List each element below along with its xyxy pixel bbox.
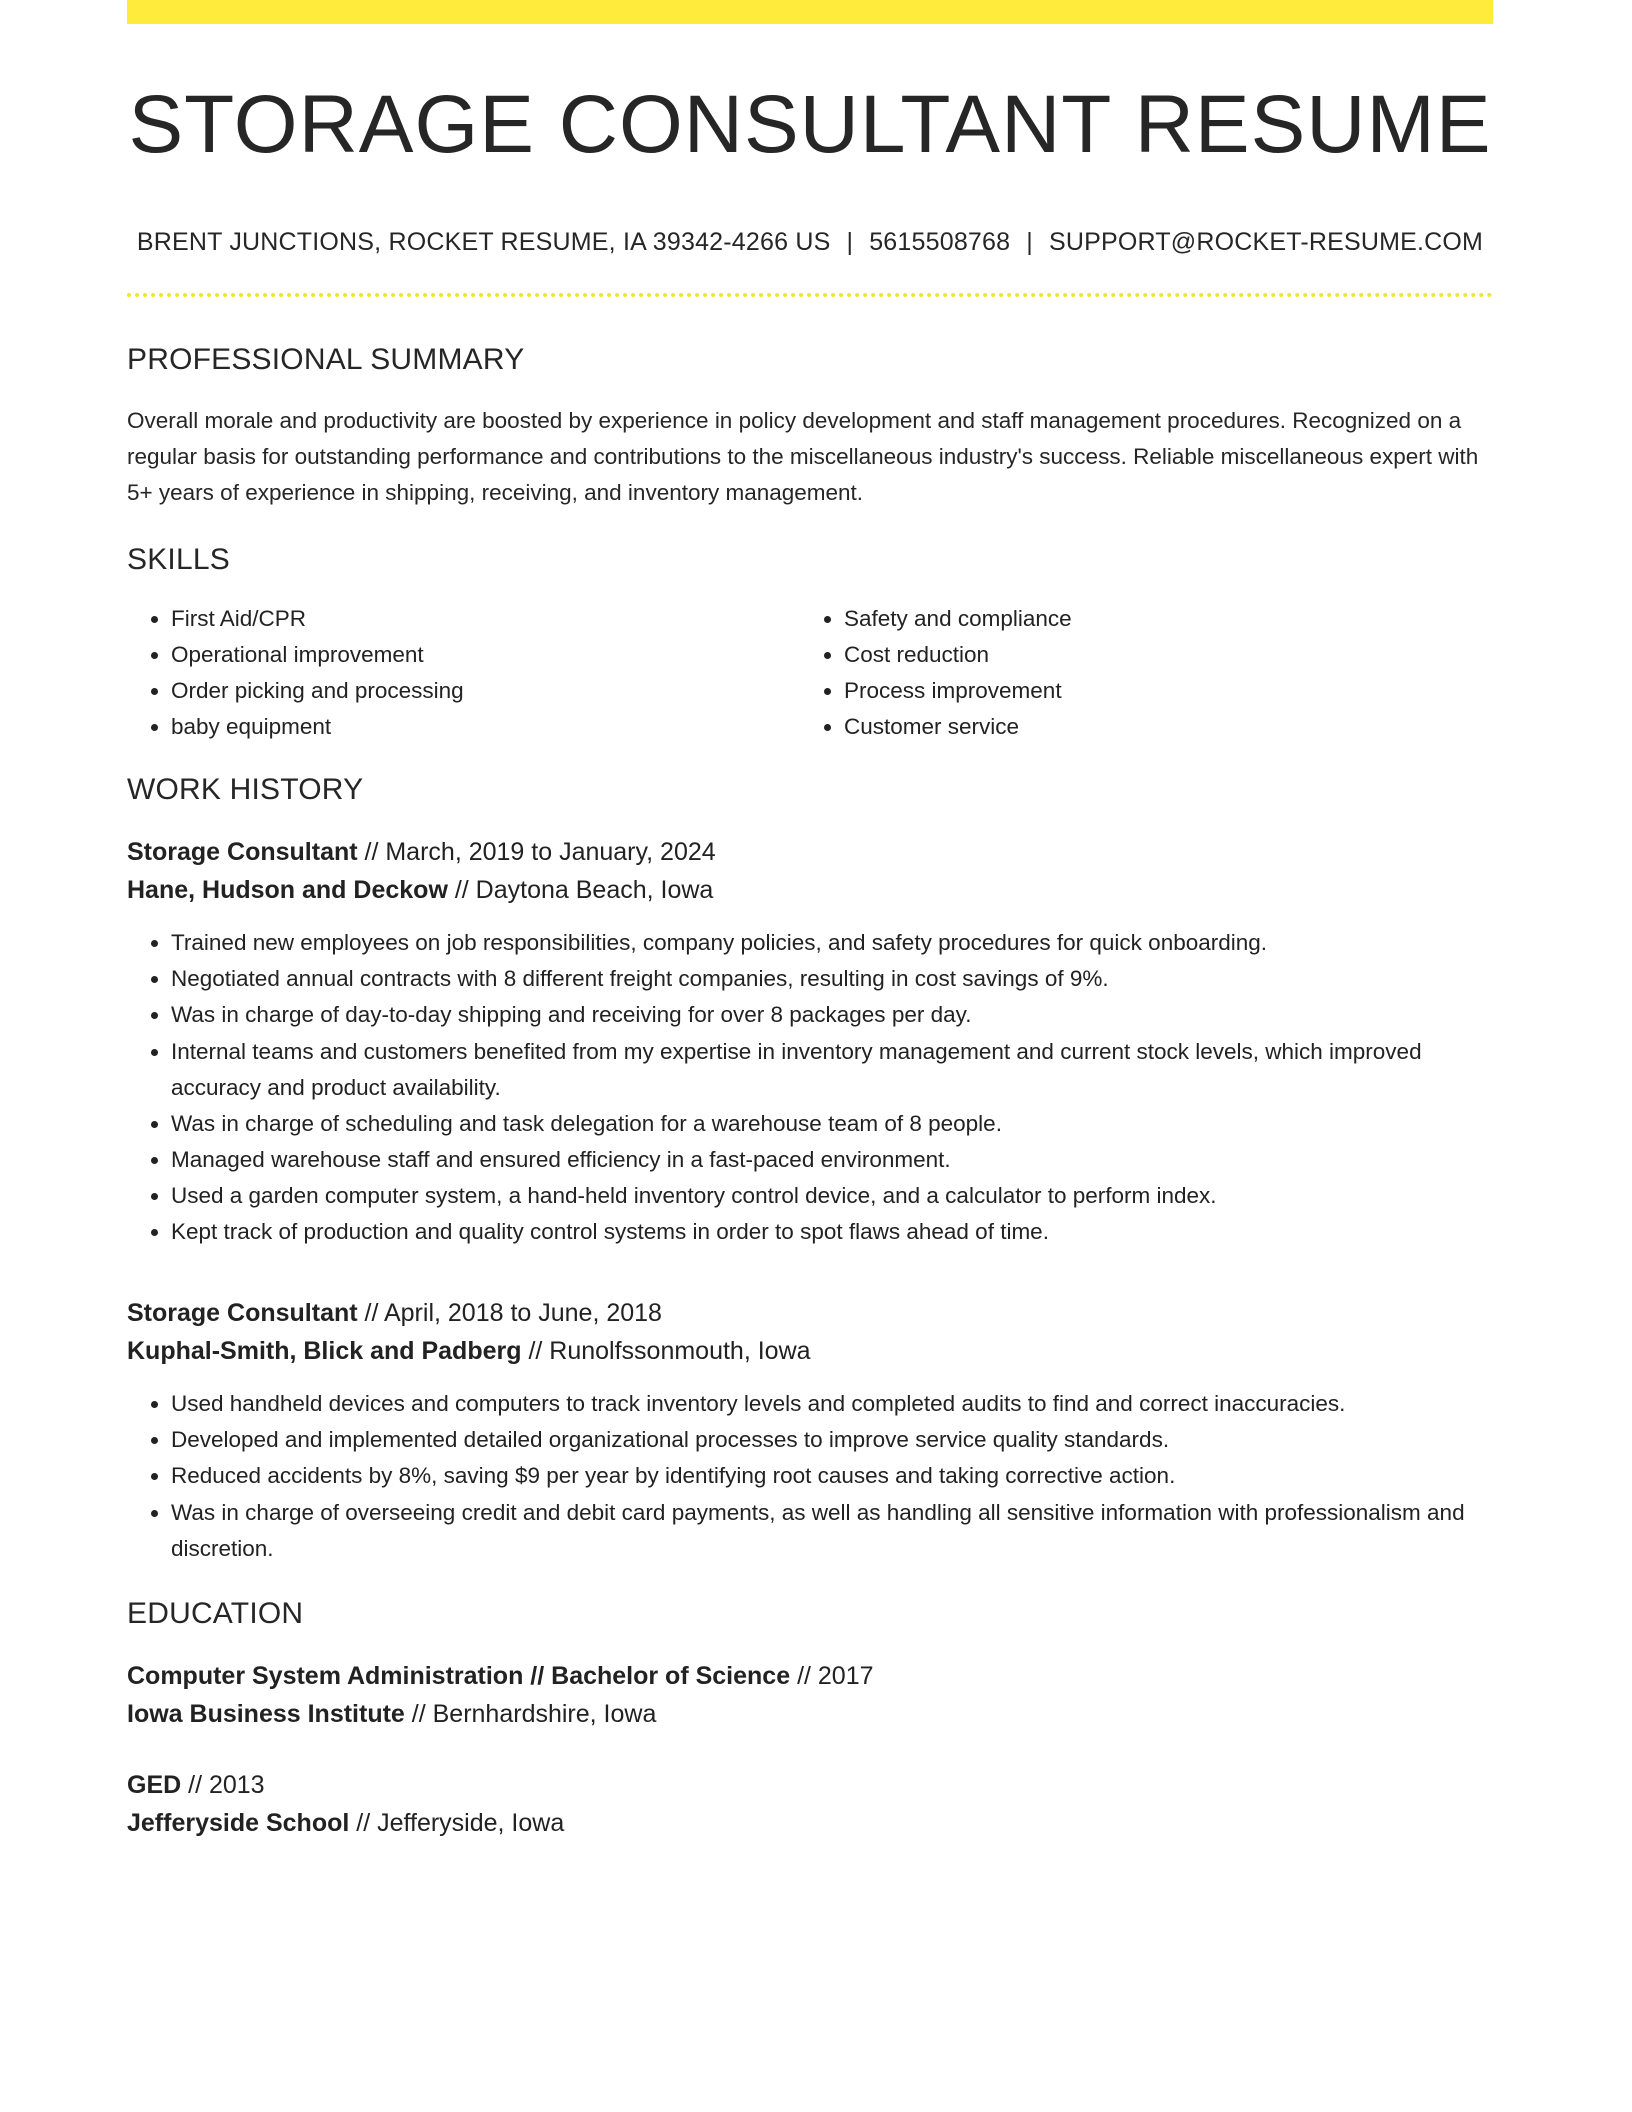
degree-line [127,1657,1493,1695]
job-bullets [127,1386,1493,1567]
job-bullet: • Used a garden computer system, a hand-held inventory control device, and a calculator to perform index. [171,1178,1493,1214]
skill-item: • baby equipment [171,709,800,745]
skill-item: • First Aid/CPR [171,601,800,637]
company-location: // Runolfssonmouth, Iowa [521,1337,811,1366]
skill-item: • Safety and compliance [844,601,1473,637]
job-bullets [127,925,1493,1250]
degree-year: // 2013 [181,1771,265,1800]
skill-item: • Operational improvement [171,637,800,673]
job-bullet: • Was in charge of overseeing credit and debit card payments, as well as handling all sensitive information with professionalism and discretion. [171,1495,1493,1567]
contact-separator: | [846,228,854,257]
company-name: Hane, Hudson and Deckow [127,876,448,905]
job-entry [127,1294,1493,1567]
job-bullet: • Managed warehouse staff and ensured efficiency in a fast-paced environment. [171,1142,1493,1178]
resume-title: STORAGE CONSULTANT RESUME [128,79,1492,170]
degree-name: GED [127,1771,182,1800]
dotted-divider [127,293,1493,297]
summary-heading: PROFESSIONAL SUMMARY [127,343,525,377]
school-location: // Bernhardshire, Iowa [404,1700,657,1729]
job-bullet: • Was in charge of day-to-day shipping and receiving for over 8 packages per day. [171,997,1493,1033]
contact-separator: | [1026,228,1033,257]
company-line [127,871,1493,909]
school-line [127,1695,1493,1733]
school-name: Jefferyside School [127,1809,350,1838]
job-title: Storage Consultant [127,1299,358,1328]
job-bullet: • Kept track of production and quality control systems in order to spot flaws ahead of time. [171,1214,1493,1250]
skill-item: • Process improvement [844,673,1473,709]
job-dates: // March, 2019 to January, 2024 [357,838,716,867]
degree-line [127,1766,1493,1804]
skill-item: • Cost reduction [844,637,1473,673]
skills-column-right [800,601,1473,745]
company-location: // Daytona Beach, Iowa [447,876,714,905]
contact-line [127,228,1493,257]
work-history-heading: WORK HISTORY [127,773,364,807]
accent-top-bar [127,0,1493,24]
job-dates: // April, 2018 to June, 2018 [357,1299,662,1328]
job-bullet: • Used handheld devices and computers to track inventory levels and completed audits to find and correct inaccuracies. [171,1386,1493,1422]
job-bullet: • Internal teams and customers benefited from my expertise in inventory management and current stock levels, which improved accuracy and product availability. [171,1034,1493,1106]
school-location: // Jefferyside, Iowa [349,1809,565,1838]
job-title: Storage Consultant [127,838,358,867]
skills-grid [127,601,1493,745]
education-entry [127,1766,1493,1842]
summary-text: Overall morale and productivity are boosted by experience in policy development and staff management procedures. Recognized on a regular basis for outstanding performance and contributions to the miscellaneous industry's success. Reliable miscellaneous expert with 5+ years of experience in shipping, receiving, and inventory management. [127,408,1479,506]
skill-item: • Order picking and processing [171,673,800,709]
contact-address: BRENT JUNCTIONS, ROCKET RESUME, IA 39342-4266 US [136,228,831,257]
degree-year: // 2017 [790,1662,874,1691]
job-bullet: • Developed and implemented detailed organizational processes to improve service quality standards. [171,1422,1493,1458]
job-bullet: • Trained new employees on job responsibilities, company policies, and safety procedures for quick onboarding. [171,925,1493,961]
job-entry [127,833,1493,1250]
job-bullet: • Reduced accidents by 8%, saving $9 per year by identifying root causes and taking corrective action. [171,1458,1493,1494]
skill-item: • Customer service [844,709,1473,745]
school-name: Iowa Business Institute [127,1700,405,1729]
skills-heading: SKILLS [127,543,230,577]
job-title-line [127,1294,1493,1332]
school-line [127,1804,1493,1842]
education-heading: EDUCATION [127,1597,304,1631]
company-name: Kuphal-Smith, Blick and Padberg [127,1337,522,1366]
job-bullet: • Negotiated annual contracts with 8 different freight companies, resulting in cost savings of 9%. [171,961,1493,997]
contact-phone: 5615508768 [869,228,1011,257]
education-entry [127,1657,1493,1733]
resume-page [127,0,1493,1842]
degree-name: Computer System Administration // Bachelor of Science [127,1662,791,1691]
contact-email: SUPPORT@ROCKET-RESUME.COM [1048,228,1484,257]
job-bullet: • Was in charge of scheduling and task delegation for a warehouse team of 8 people. [171,1106,1493,1142]
skills-column-left [127,601,800,745]
job-title-line [127,833,1493,871]
company-line [127,1332,1493,1370]
